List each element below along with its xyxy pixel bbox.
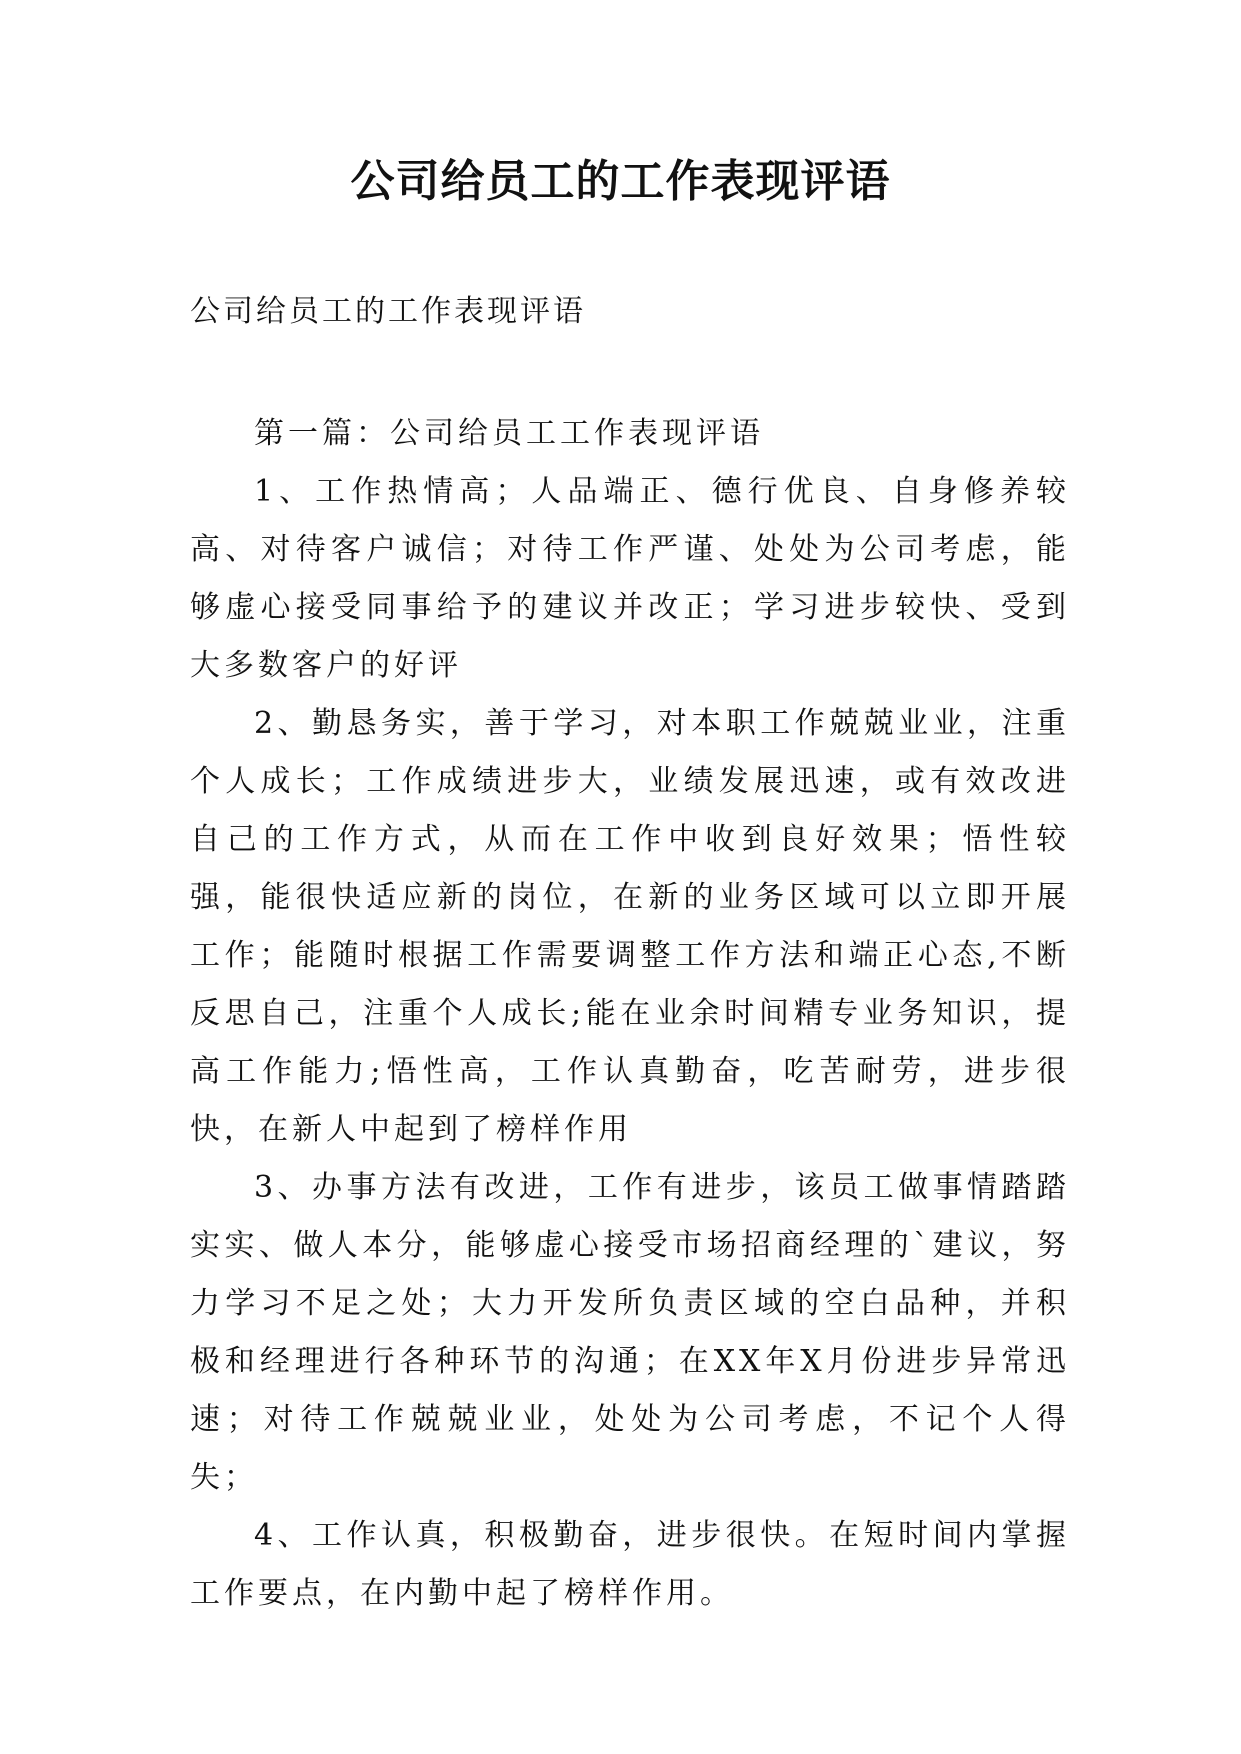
paragraph: 3、办事方法有改进，工作有进步，该员工做事情踏踏实实、做人本分，能够虚心接受市场招商经理的`建议，努力学习不足之处；大力开发所负责区域的空白品种，并积极和经理进行各种环节的沟通；在XX年X月份进步异常迅速；对待工作兢兢业业，处处为公司考虑，不记个人得失； xyxy=(190,1170,1070,1495)
section-heading: 第一篇：公司给员工工作表现评语 xyxy=(254,416,764,451)
paragraph: 4、工作认真，积极勤奋，进步很快。在短时间内掌握工作要点，在内勤中起了榜样作用。 xyxy=(190,1518,1070,1611)
paragraph: 1、工作热情高；人品端正、德行优良、自身修养较高、对待客户诚信；对待工作严谨、处处为公司考虑，能够虚心接受同事给予的建议并改正；学习进步较快、受到大多数客户的好评 xyxy=(190,474,1070,683)
paragraph: 2、勤恳务实，善于学习，对本职工作兢兢业业，注重个人成长；工作成绩进步大，业绩发展迅速，或有效改进自己的工作方式，从而在工作中收到良好效果；悟性较强，能很快适应新的岗位，在新的业务区域可以立即开展工作；能随时根据工作需要调整工作方法和端正心态,不断反思自己，注重个人成长;能在业余时间精专业务知识，提高工作能力;悟性高，工作认真勤奋，吃苦耐劳，进步很快，在新人中起到了榜样作用 xyxy=(190,706,1070,1147)
document-title: 公司给员工的工作表现评语 xyxy=(350,156,891,207)
document-subtitle: 公司给员工的工作表现评语 xyxy=(190,294,586,329)
document-body xyxy=(190,405,1070,1623)
